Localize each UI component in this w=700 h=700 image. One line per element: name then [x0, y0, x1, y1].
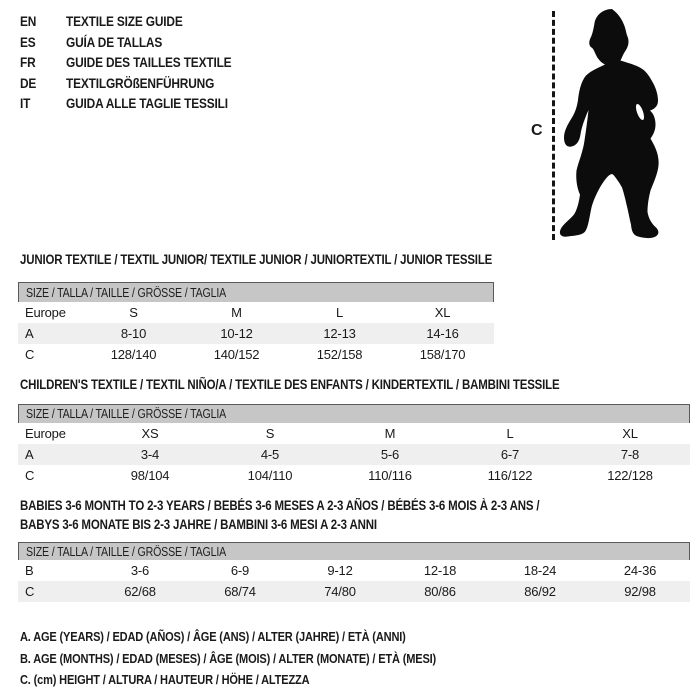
- size-cell: M: [384, 426, 396, 441]
- junior-section-title: JUNIOR TEXTILE / TEXTIL JUNIOR/ TEXTILE JUNIOR / JUNIORTEXTIL / JUNIOR TESSILE: [20, 252, 493, 267]
- language-code: DE: [20, 74, 37, 91]
- note-height-cm: [20, 669, 510, 691]
- size-header-label: SIZE / TALLA / TAILLE / GRÖSSE / TAGLIA: [26, 407, 227, 421]
- age-cell: 5-6: [380, 447, 400, 462]
- table-row-height: [18, 344, 494, 365]
- children-section-heading: [20, 377, 655, 392]
- size-header-label: SIZE / TALLA / TAILLE / GRÖSSE / TAGLIA: [26, 544, 227, 559]
- language-row-it: [20, 93, 261, 114]
- row-label: C: [25, 468, 35, 483]
- row-label: Europe: [25, 305, 66, 320]
- height-measure-label: C: [531, 122, 543, 139]
- table-row-age: [18, 323, 494, 344]
- height-cell: 104/110: [247, 468, 293, 483]
- note-age-months: [20, 648, 510, 670]
- table-row-height: [18, 465, 690, 486]
- note-text: C. (cm) HEIGHT / ALTURA / HAUTEUR / HÖHE / ALTEZZA: [20, 672, 310, 687]
- language-row-fr: [20, 52, 261, 73]
- table-row-height: [18, 581, 690, 602]
- row-label: A: [25, 326, 34, 341]
- table-row-age: [18, 444, 690, 465]
- language-title-list: [20, 11, 261, 114]
- height-cell: 128/140: [110, 347, 157, 362]
- note-age-years: [20, 626, 510, 648]
- age-cell: 14-16: [426, 326, 459, 341]
- language-code: EN: [20, 13, 37, 29]
- size-cell: XS: [141, 426, 159, 441]
- babies-section-title: BABIES 3-6 MONTH TO 2-3 YEARS / BEBÉS 3-6 MESES A 2-3 AÑOS / BÉBÉS 3-6 MOIS À 2-3 ANS /: [20, 498, 540, 513]
- height-cell: 92/98: [624, 584, 656, 599]
- size-header-bar: [18, 282, 494, 302]
- legend-notes: [20, 626, 510, 691]
- height-cell: 98/104: [130, 468, 170, 483]
- size-cell: XL: [622, 426, 638, 441]
- children-section-title: CHILDREN'S TEXTILE / TEXTIL NIÑO/A / TEXTILE DES ENFANTS / KINDERTEXTIL / BAMBINI TESSILE: [20, 377, 560, 392]
- months-cell: 6-9: [230, 563, 250, 578]
- height-cell: 62/68: [124, 584, 156, 599]
- children-size-table: [18, 404, 690, 486]
- age-cell: 10-12: [220, 326, 253, 341]
- babies-section-title-line2: BABYS 3-6 MONATE BIS 2-3 JAHRE / BAMBINI 3-6 MESI A 2-3 ANNI: [20, 517, 377, 532]
- months-cell: 9-12: [327, 563, 353, 578]
- height-cell: 74/80: [324, 584, 356, 599]
- note-text: A. AGE (YEARS) / EDAD (AÑOS) / ÂGE (ANS) / ALTER (JAHRE) / ETÀ (ANNI): [20, 629, 406, 644]
- guide-title-it: GUIDA ALLE TAGLIE TESSILI: [66, 95, 228, 111]
- size-cell: XL: [434, 305, 451, 320]
- language-code: IT: [20, 95, 31, 111]
- height-cell: 110/116: [368, 468, 412, 483]
- table-row-europe: [18, 423, 690, 444]
- months-cell: 24-36: [623, 563, 657, 578]
- size-cell: M: [231, 305, 242, 320]
- height-cell: 152/158: [316, 347, 363, 362]
- table-row-europe: [18, 302, 494, 323]
- row-label: C: [25, 347, 35, 362]
- guide-title-es: GUÍA DE TALLAS: [66, 33, 163, 50]
- guide-title-fr: GUIDE DES TAILLES TEXTILE: [66, 54, 232, 70]
- height-cell: 80/86: [424, 584, 456, 599]
- note-text: B. AGE (MONTHS) / EDAD (MESES) / ÂGE (MOIS) / ALTER (MONATE) / ETÀ (MESI): [20, 650, 437, 666]
- size-cell: S: [265, 426, 275, 441]
- language-row-de: [20, 73, 261, 94]
- height-cell: 68/74: [224, 584, 256, 599]
- age-cell: 3-4: [140, 447, 160, 462]
- height-measure-dashed-line: [552, 11, 555, 240]
- age-cell: 4-5: [260, 447, 280, 462]
- toddler-silhouette: [556, 6, 668, 244]
- language-row-es: [20, 32, 261, 53]
- months-cell: 3-6: [130, 563, 150, 578]
- height-cell: 140/152: [213, 347, 260, 362]
- height-cell: 122/128: [607, 468, 653, 483]
- babies-section-heading-line1: [20, 498, 631, 513]
- months-cell: 18-24: [523, 563, 557, 578]
- guide-title-de: TEXTILGRÖßENFÜHRUNG: [66, 74, 215, 91]
- months-cell: 12-18: [423, 563, 457, 578]
- size-cell: S: [129, 305, 138, 320]
- table-row-months: [18, 560, 690, 581]
- language-code: FR: [20, 54, 36, 70]
- junior-size-table: [18, 282, 494, 365]
- size-cell: L: [506, 426, 514, 441]
- babies-section-heading-line2: [20, 517, 440, 532]
- guide-title-en: TEXTILE SIZE GUIDE: [66, 13, 183, 29]
- size-cell: L: [335, 305, 344, 320]
- age-cell: 12-13: [323, 326, 356, 341]
- language-code: ES: [20, 33, 36, 50]
- babies-size-table: [18, 542, 690, 602]
- age-cell: 7-8: [620, 447, 640, 462]
- row-label: A: [25, 447, 34, 462]
- row-label: Europe: [25, 426, 66, 441]
- height-cell: 158/170: [419, 347, 466, 362]
- junior-section-heading: [20, 252, 575, 267]
- language-row-en: [20, 11, 261, 32]
- height-cell: 116/122: [487, 468, 533, 483]
- size-header-bar: [18, 542, 690, 560]
- size-header-label: SIZE / TALLA / TAILLE / GRÖSSE / TAGLIA: [26, 285, 227, 300]
- height-cell: 86/92: [524, 584, 556, 599]
- age-cell: 6-7: [500, 447, 520, 462]
- row-label: B: [25, 563, 34, 578]
- row-label: C: [25, 584, 35, 599]
- age-cell: 8-10: [120, 326, 147, 341]
- size-header-bar: [18, 404, 690, 423]
